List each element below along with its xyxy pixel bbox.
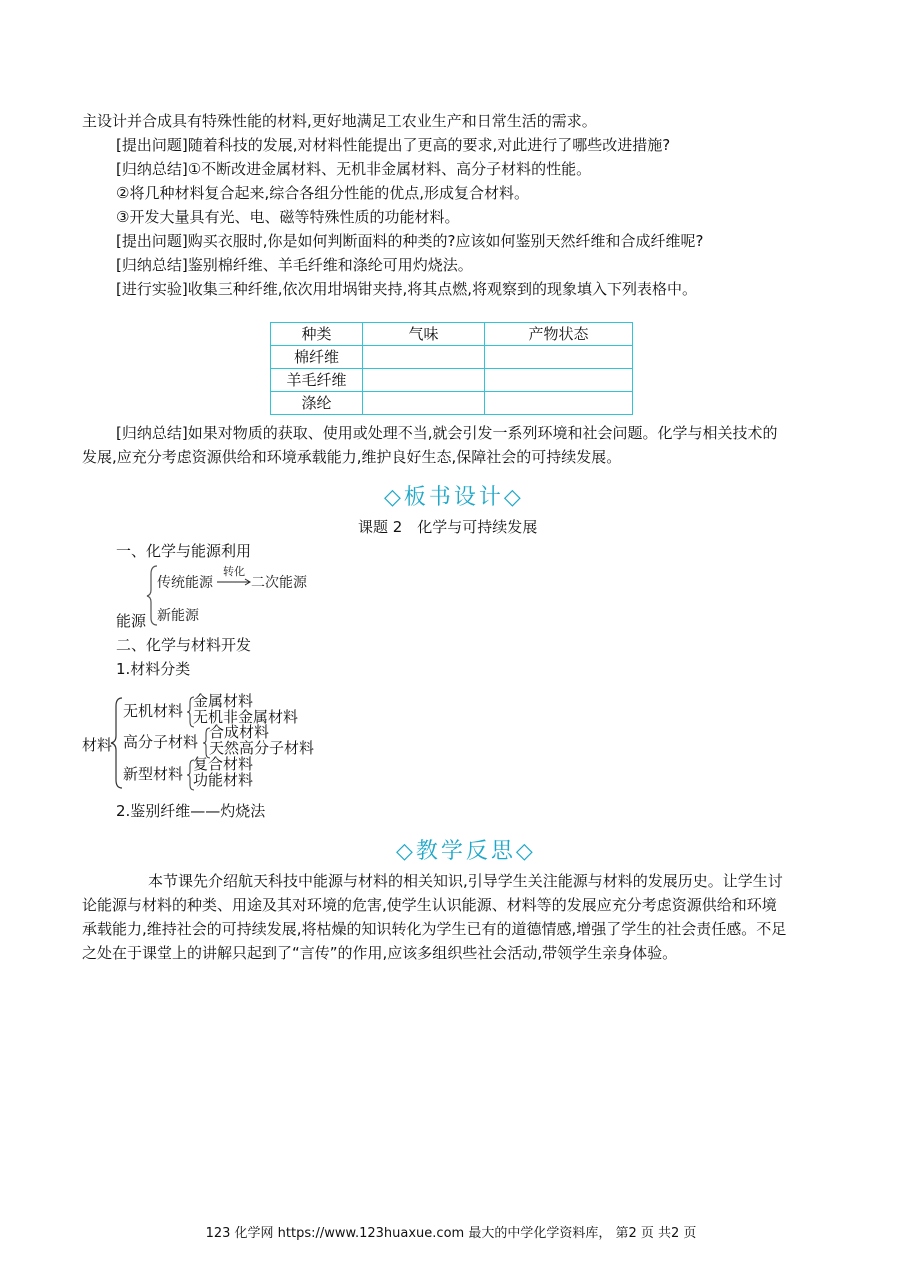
paragraph-text: 收集三种纤维,依次用坩埚钳夹持,将其点燃,将观察到的现象填入下列表格中。 xyxy=(187,280,698,298)
tag-label: 提出问题 xyxy=(121,232,182,250)
table-row xyxy=(271,392,633,415)
reflection-line: 本节课先介绍航天科技中能源与材料的相关知识,引导学生关注能源与材料的发展历史。让学生讨 xyxy=(148,872,783,890)
composite-materials: 复合材料 xyxy=(193,755,254,773)
question-line: [提出问题]购买衣服时,你是如何判断面料的种类的?应该如何鉴别天然纤维和合成纤维呢? xyxy=(116,232,704,250)
table-cell xyxy=(363,369,485,392)
new-energy: 新能源 xyxy=(157,608,199,624)
summary-line: [归纳总结]如果对物质的获取、使用或处理不当,就会引发一系列环境和社会问题。化学与相关技术的 xyxy=(116,424,778,442)
table-cell xyxy=(363,392,485,415)
observation-table xyxy=(270,322,633,415)
paragraph-line: 发展,应充分考虑资源供给和环境承载能力,维护良好生态,保障社会的可持续发展。 xyxy=(82,448,622,466)
materials-brace xyxy=(108,696,124,790)
tag-label: 进行实验 xyxy=(121,280,182,298)
table-header: 种类 xyxy=(271,323,363,346)
subsection-heading: 2.鉴别纤维——灼烧法 xyxy=(116,802,266,820)
tag-label: 归纳总结 xyxy=(121,160,182,178)
reflection-line: 之处在于课堂上的讲解只起到了“言传”的作用,应该多组织些社会活动,带领学生亲身体验。 xyxy=(82,944,678,962)
reflection-line: 承载能力,维持社会的可持续发展,将枯燥的知识转化为学生已有的道德情感,增强了学生的社会责任感。不足 xyxy=(82,920,787,938)
table-row xyxy=(271,369,633,392)
paragraph-text: 如果对物质的获取、使用或处理不当,就会引发一系列环境和社会问题。化学与相关技术的 xyxy=(187,424,778,442)
board-title: 课题 2 化学与可持续发展 xyxy=(358,518,538,536)
materials-label: 材料 xyxy=(82,736,113,754)
tag-label: 提出问题 xyxy=(121,136,182,154)
paragraph-line: ②将几种材料复合起来,综合各组分性能的优点,形成复合材料。 xyxy=(116,184,529,202)
table-cell xyxy=(363,346,485,369)
nonmetal-materials: 无机非金属材料 xyxy=(193,708,299,726)
reflection-line: 论能源与材料的种类、用途及其对环境的危害,使学生认识能源、材料等的发展应充分考虑资源供给和环境 xyxy=(82,896,777,914)
summary-line: [归纳总结]①不断改进金属材料、无机非金属材料、高分子材料的性能。 xyxy=(116,160,592,178)
summary-line: [归纳总结]鉴别棉纤维、羊毛纤维和涤纶可用灼烧法。 xyxy=(116,256,473,274)
paragraph-text: 随着科技的发展,对材料性能提出了更高的要求,对此进行了哪些改进措施? xyxy=(187,136,671,154)
inorganic-materials: 无机材料 xyxy=(123,702,184,720)
energy-label: 能源 xyxy=(116,612,147,630)
metal-materials: 金属材料 xyxy=(193,692,254,710)
polymer-materials: 高分子材料 xyxy=(123,733,199,751)
board-design-heading: ◇板书设计◇ xyxy=(384,485,524,510)
natural-polymer-materials: 天然高分子材料 xyxy=(209,739,315,757)
table-header: 气味 xyxy=(363,323,485,346)
secondary-energy: 二次能源 xyxy=(251,575,307,591)
traditional-energy: 传统能源 xyxy=(157,575,213,591)
new-type-materials: 新型材料 xyxy=(123,765,184,783)
tag-label: 归纳总结 xyxy=(121,256,182,274)
table-cell: 棉纤维 xyxy=(271,346,363,369)
functional-materials: 功能材料 xyxy=(193,771,254,789)
paragraph-text: 鉴别棉纤维、羊毛纤维和涤纶可用灼烧法。 xyxy=(187,256,473,274)
table-cell xyxy=(485,392,633,415)
paragraph-text: 购买衣服时,你是如何判断面料的种类的?应该如何鉴别天然纤维和合成纤维呢? xyxy=(187,232,704,250)
energy-brace xyxy=(147,566,157,625)
table-header-row xyxy=(271,323,633,346)
table-cell xyxy=(485,346,633,369)
table-cell: 羊毛纤维 xyxy=(271,369,363,392)
subsection-heading: 1.材料分类 xyxy=(116,660,191,678)
section-heading: 二、化学与材料开发 xyxy=(116,636,252,654)
table-header: 产物状态 xyxy=(485,323,633,346)
table-cell xyxy=(485,369,633,392)
experiment-line: [进行实验]收集三种纤维,依次用坩埚钳夹持,将其点燃,将观察到的现象填入下列表格中。 xyxy=(116,280,698,298)
tag-label: 归纳总结 xyxy=(121,424,182,442)
page-footer: 123 化学网 https://www.123huaxue.com 最大的中学化学资料库， 第2 页 共2 页 xyxy=(205,1226,697,1241)
paragraph-line: ③开发大量具有光、电、磁等特殊性质的功能材料。 xyxy=(116,208,460,226)
table-cell: 涤纶 xyxy=(271,392,363,415)
energy-diagram xyxy=(145,562,335,628)
question-line: [提出问题]随着科技的发展,对材料性能提出了更高的要求,对此进行了哪些改进措施? xyxy=(116,136,671,154)
convert-label: 转化 xyxy=(223,565,245,578)
section-heading: 一、化学与能源利用 xyxy=(116,542,252,560)
paragraph-text: ①不断改进金属材料、无机非金属材料、高分子材料的性能。 xyxy=(187,160,592,178)
table-row xyxy=(271,346,633,369)
paragraph-line: 主设计并合成具有特殊性能的材料,更好地满足工农业生产和日常生活的需求。 xyxy=(82,112,597,130)
teaching-reflection-heading: ◇教学反思◇ xyxy=(396,839,536,864)
synthetic-materials: 合成材料 xyxy=(209,723,270,741)
